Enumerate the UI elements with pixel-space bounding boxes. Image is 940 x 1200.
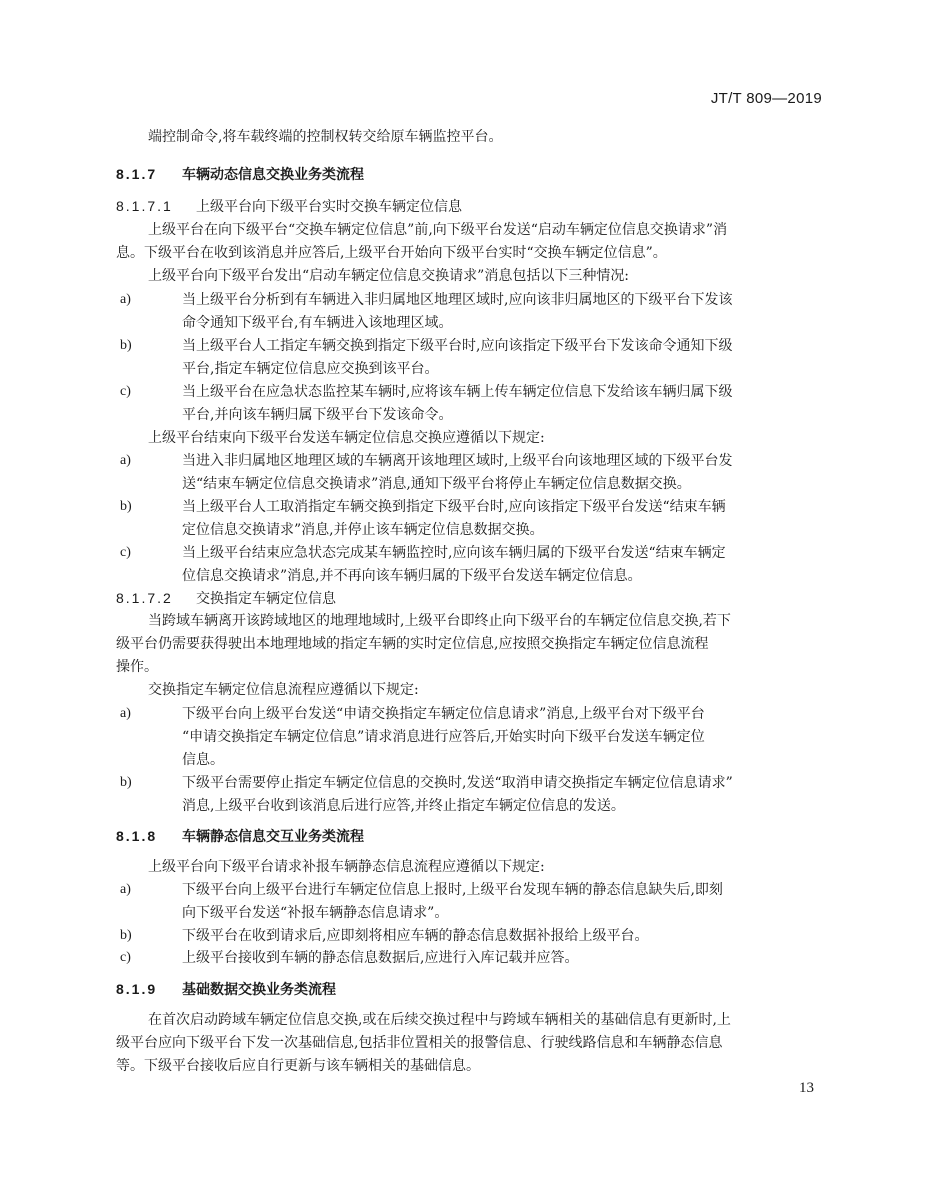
list-item-label: b) <box>120 775 132 790</box>
list-item-line: 下级平台需要停止指定车辆定位信息的交换时,发送“取消申请交换指定车辆定位信息请求” <box>182 775 733 791</box>
list-item-label: c) <box>120 950 131 965</box>
list-item-label: c) <box>120 545 131 560</box>
list-item-line: “申请交换指定车辆定位信息”请求消息进行应答后,开始实时向下级平台发送车辆定位 <box>182 729 705 745</box>
paragraph-line: 级平台仍需要获得驶出本地理地域的指定车辆的实时定位信息,应按照交换指定车辆定位信息流程 <box>116 636 709 652</box>
section-title: 车辆静态信息交互业务类流程 <box>182 828 364 844</box>
list-item-line: 消息,上级平台收到该消息后进行应答,并终止指定车辆定位信息的发送。 <box>182 798 625 814</box>
list-item-line: 向下级平台发送“补报车辆静态信息请求”。 <box>182 905 449 921</box>
paragraph-line: 上级平台结束向下级平台发送车辆定位信息交换应遵循以下规定: <box>148 430 545 446</box>
subsection-heading-8-1-7-2 <box>116 588 828 609</box>
list-item-label: b) <box>120 928 132 943</box>
paragraph-line: 息。下级平台在收到该消息并应答后,上级平台开始向下级平台实时“交换车辆定位信息”。 <box>116 245 667 261</box>
list-item-line: 当上级平台在应急状态监控某车辆时,应将该车辆上传车辆定位信息下发给该车辆归属下级 <box>182 384 733 400</box>
list-item-line: 位信息交换请求”消息,并不再向该车辆归属的下级平台发送车辆定位信息。 <box>182 568 642 584</box>
paragraph-line: 交换指定车辆定位信息流程应遵循以下规定: <box>148 682 419 698</box>
paragraph-line: 等。下级平台接收后应自行更新与该车辆相关的基础信息。 <box>116 1058 480 1074</box>
section-number: 8.1.8 <box>116 828 158 844</box>
section-heading-8-1-8 <box>116 826 828 846</box>
list-item-label: c) <box>120 384 131 399</box>
section-number: 8.1.7 <box>116 166 158 182</box>
list-item-line: 当上级平台人工指定车辆交换到指定下级平台时,应向该指定下级平台下发该命令通知下级 <box>182 338 733 354</box>
paragraph-line: 上级平台在向下级平台“交换车辆定位信息”前,向下级平台发送“启动车辆定位信息交换请求”消 <box>148 222 728 238</box>
paragraph-line: 上级平台向下级平台请求补报车辆静态信息流程应遵循以下规定: <box>148 859 545 875</box>
section-title: 车辆动态信息交换业务类流程 <box>182 166 364 182</box>
paragraph-line: 上级平台向下级平台发出“启动车辆定位信息交换请求”消息包括以下三种情况: <box>148 268 630 284</box>
list-item-line: 定位信息交换请求”消息,并停止该车辆定位信息数据交换。 <box>182 522 544 538</box>
subsection-number: 8.1.7.2 <box>116 590 173 606</box>
list-item-line: 送“结束车辆定位信息交换请求”消息,通知下级平台将停止车辆定位信息数据交换。 <box>182 476 691 492</box>
list-item-line: 当上级平台人工取消指定车辆交换到指定下级平台时,应向该指定下级平台发送“结束车辆 <box>182 499 726 515</box>
subsection-heading-8-1-7-1 <box>116 196 828 217</box>
paragraph-line: 在首次启动跨域车辆定位信息交换,或在后续交换过程中与跨域车辆相关的基础信息有更新时,上 <box>148 1012 731 1028</box>
list-item-line: 当上级平台分析到有车辆进入非归属地区地理区域时,应向该非归属地区的下级平台下发该 <box>182 292 733 308</box>
list-item-label: a) <box>120 706 131 721</box>
list-item-label: a) <box>120 453 131 468</box>
list-item-line: 上级平台接收到车辆的静态信息数据后,应进行入库记载并应答。 <box>182 950 579 966</box>
page-number: 13 <box>799 1080 814 1096</box>
standard-code-header: JT/T 809—2019 <box>710 90 822 107</box>
section-heading-8-1-9 <box>116 979 828 999</box>
paragraph-line: 端控制命令,将车载终端的控制权转交给原车辆监控平台。 <box>148 129 503 145</box>
list-item-line: 下级平台向上级平台进行车辆定位信息上报时,上级平台发现车辆的静态信息缺失后,即刻 <box>182 882 723 898</box>
list-item-line: 平台,并向该车辆归属下级平台下发该命令。 <box>182 407 453 423</box>
list-item-label: b) <box>120 338 132 353</box>
paragraph-line: 当跨域车辆离开该跨域地区的地理地域时,上级平台即终止向下级平台的车辆定位信息交换,若下 <box>148 613 731 629</box>
subsection-number: 8.1.7.1 <box>116 198 173 214</box>
subsection-title: 上级平台向下级平台实时交换车辆定位信息 <box>196 199 462 215</box>
list-item-label: a) <box>120 882 131 897</box>
list-item-line: 平台,指定车辆定位信息应交换到该平台。 <box>182 361 439 377</box>
list-item-label: b) <box>120 499 132 514</box>
list-item-line: 信息。 <box>182 752 224 768</box>
list-item-line: 下级平台在收到请求后,应即刻将相应车辆的静态信息数据补报给上级平台。 <box>182 928 649 944</box>
section-title: 基础数据交换业务类流程 <box>182 981 336 997</box>
paragraph-line: 操作。 <box>116 659 158 675</box>
subsection-title: 交换指定车辆定位信息 <box>196 591 336 607</box>
list-item-label: a) <box>120 292 131 307</box>
list-item-line: 当上级平台结束应急状态完成某车辆监控时,应向该车辆归属的下级平台发送“结束车辆定 <box>182 545 726 561</box>
paragraph-line: 级平台应向下级平台下发一次基础信息,包括非位置相关的报警信息、行驶线路信息和车辆静态信息 <box>116 1035 723 1051</box>
list-item-line: 命令通知下级平台,有车辆进入该地理区域。 <box>182 315 453 331</box>
list-item-line: 当进入非归属地区地理区域的车辆离开该地理区域时,上级平台向该地理区域的下级平台发 <box>182 453 733 469</box>
list-item-line: 下级平台向上级平台发送“申请交换指定车辆定位信息请求”消息,上级平台对下级平台 <box>182 706 705 722</box>
section-number: 8.1.9 <box>116 981 158 997</box>
section-heading-8-1-7 <box>116 164 828 184</box>
